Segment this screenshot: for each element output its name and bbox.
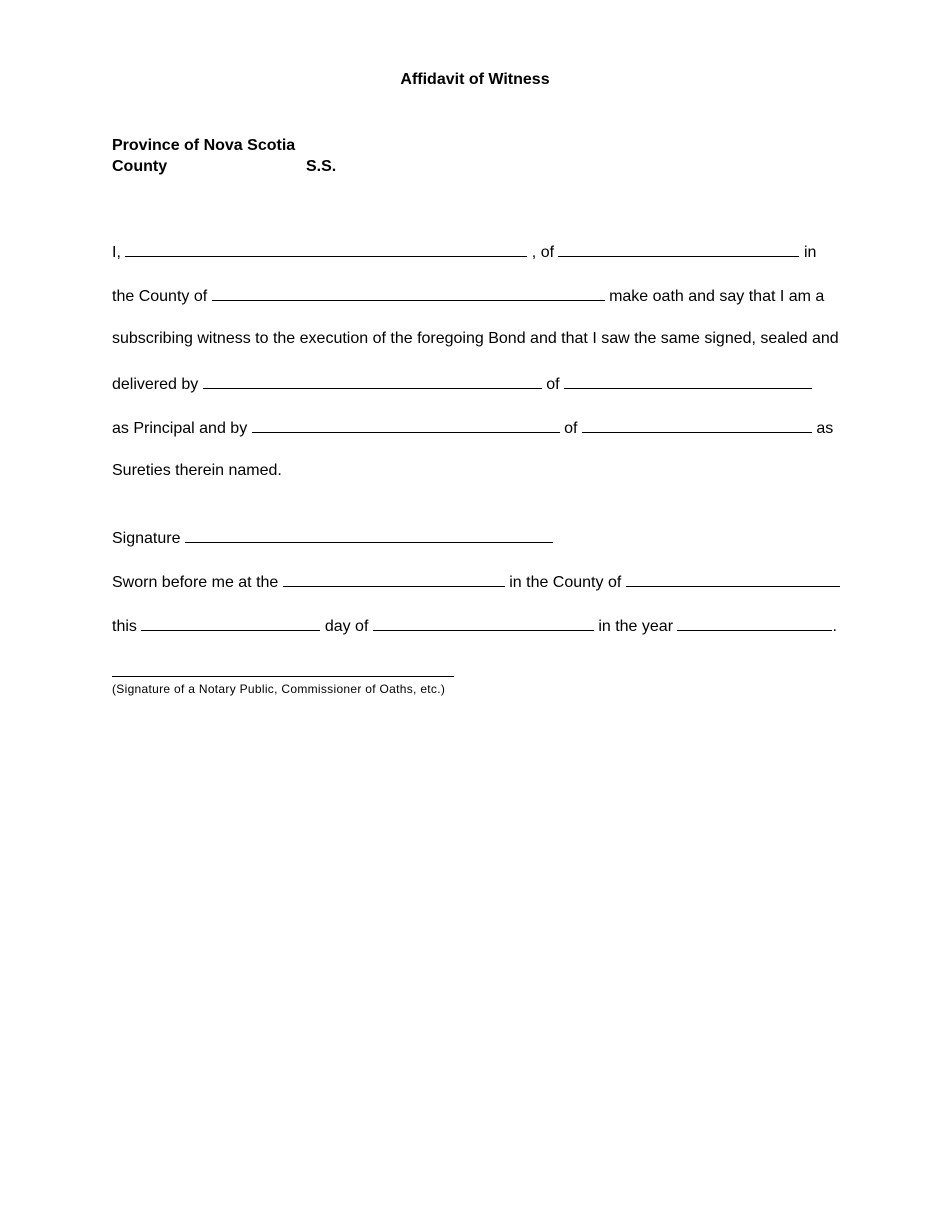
line1-prefix: I, <box>112 244 121 261</box>
sworn-line <box>112 571 840 593</box>
deponent-county-field[interactable] <box>212 285 605 301</box>
notary-signature-field[interactable] <box>112 676 454 677</box>
body-line-6: Sureties therein named. <box>112 462 282 479</box>
notary-caption: (Signature of a Notary Public, Commissioner of Oaths, etc.) <box>112 682 446 696</box>
province-heading: Province of Nova Scotia <box>112 137 296 154</box>
sworn-county-label: in the County of <box>509 574 622 591</box>
sworn-place-field[interactable] <box>283 571 505 587</box>
date-line <box>112 615 837 637</box>
principal-name-field[interactable] <box>203 373 542 389</box>
line2-prefix: the County of <box>112 288 208 305</box>
year-field[interactable] <box>677 615 832 631</box>
date-day-of-label: day of <box>324 618 369 635</box>
sworn-county-field[interactable] <box>626 571 840 587</box>
signature-field[interactable] <box>185 527 553 543</box>
body-line-3: subscribing witness to the execution of the foregoing Bond and that I saw the same signed, sealed and <box>112 330 839 347</box>
month-field[interactable] <box>373 615 594 631</box>
date-this-label: this <box>112 618 137 635</box>
ss-label: S.S. <box>306 158 337 175</box>
line1-of: , of <box>531 244 555 261</box>
line2-suffix: make oath and say that I am a <box>609 288 825 305</box>
body-line-5 <box>112 417 833 439</box>
surety-name-field[interactable] <box>252 417 560 433</box>
surety-place-field[interactable] <box>582 417 812 433</box>
day-field[interactable] <box>141 615 320 631</box>
county-label: County <box>112 158 168 175</box>
document-title: Affidavit of Witness <box>400 71 550 88</box>
body-line-1 <box>112 241 816 263</box>
date-year-label: in the year <box>598 618 674 635</box>
line5-of: of <box>564 420 578 437</box>
line5-as: as <box>816 420 834 437</box>
deponent-place-field[interactable] <box>558 241 799 257</box>
body-line-2 <box>112 285 824 307</box>
deponent-name-field[interactable] <box>125 241 527 257</box>
line4-of: of <box>546 376 560 393</box>
line1-in: in <box>803 244 817 261</box>
line4-prefix: delivered by <box>112 376 199 393</box>
line5-prefix: as Principal and by <box>112 420 248 437</box>
signature-label: Signature <box>112 530 181 547</box>
signature-line <box>112 527 553 549</box>
date-period: . <box>832 618 837 635</box>
body-line-4 <box>112 373 812 395</box>
sworn-prefix: Sworn before me at the <box>112 574 279 591</box>
principal-place-field[interactable] <box>564 373 812 389</box>
